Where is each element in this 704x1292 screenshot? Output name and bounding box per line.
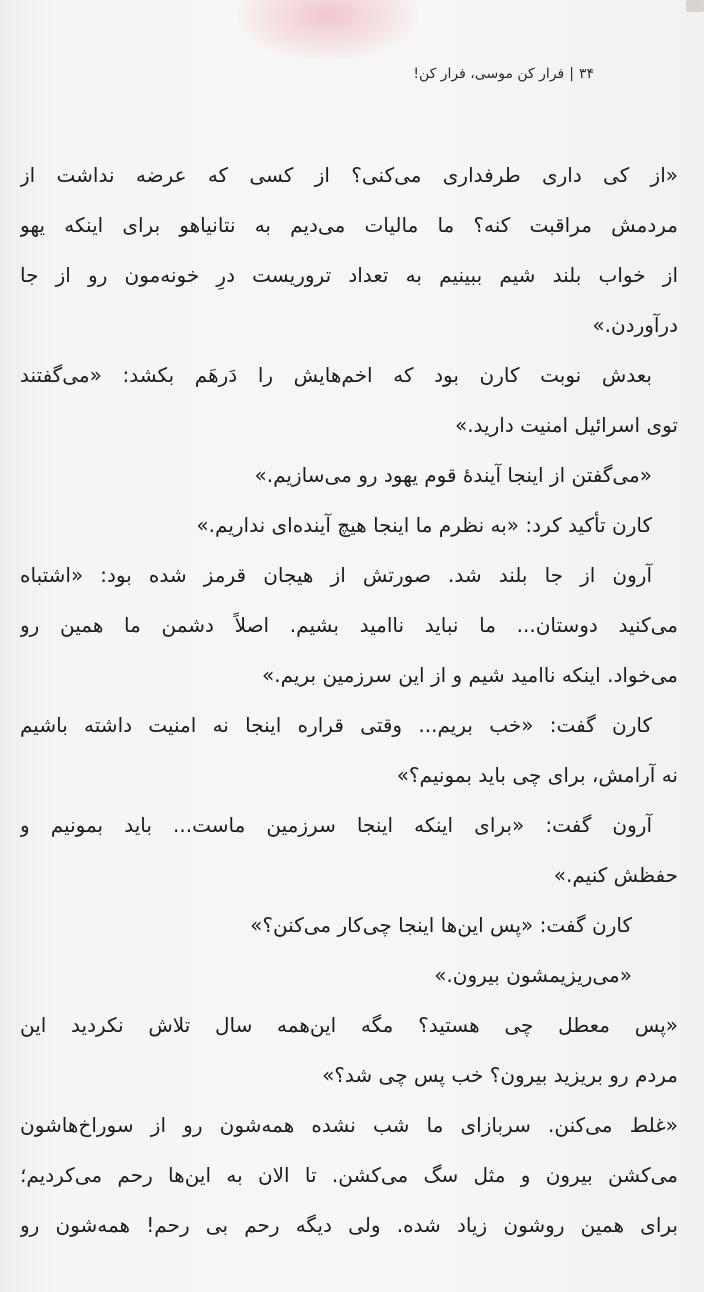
- text-line: کارن گفت: «پس این‌ها اینجا چی‌کار می‌کنن؟»: [250, 913, 632, 937]
- pink-stain: [238, 0, 418, 60]
- text-line: می‌کنید دوستان... ما نباید ناامید بشیم. اصلاً دشمن ما همین رو: [20, 613, 678, 637]
- text-line: آرون گفت: «برای اینکه اینجا سرزمین ماست... باید بمونیم و: [20, 813, 652, 837]
- text-line: از خواب بلند شیم ببینیم به تعداد تروریست درِ خونه‌مون رو از جا: [20, 263, 678, 287]
- text-line: مردم رو بریزید بیرون؟ خب پس چی شد؟»: [322, 1063, 678, 1087]
- text-line: «پس معطل چی هستید؟ مگه این‌همه سال تلاش نکردید این: [20, 1013, 678, 1037]
- text-line: کارن گفت: «خب بریم... وقتی قراره اینجا نه امنیت داشته باشیم: [20, 713, 652, 737]
- text-line: درآوردن.»: [592, 313, 678, 337]
- text-line: می‌کشن بیرون و مثل سگ می‌کشن. تا الان به این‌ها رحم می‌کردیم؛: [20, 1163, 678, 1187]
- text-line: نه آرامش، برای چی باید بمونیم؟»: [396, 763, 678, 787]
- text-line: «از کی داری طرفداری می‌کنی؟ از کسی که عرضه نداشت از: [20, 163, 678, 187]
- text-line: مردمش مراقبت کنه؟ ما مالیات می‌دیم به نتانیاهو برای اینکه یهو: [20, 213, 678, 237]
- text-line: می‌خواد. اینکه ناامید شیم و از این سرزمین بریم.»: [262, 663, 678, 687]
- text-line: برای همین روشون زیاد شده. ولی دیگه رحم بی رحم! همه‌شون رو: [20, 1213, 678, 1237]
- header-separator: |: [569, 66, 574, 82]
- body-text: [20, 150, 678, 1250]
- text-line: حفظش کنیم.»: [553, 863, 678, 887]
- page-number: ۳۴: [578, 66, 594, 82]
- text-line: بعدش نوبت کارن بود که اخم‌هایش را دَرهَم بکشد: «می‌گفتند: [20, 363, 652, 387]
- running-header: [413, 66, 594, 82]
- text-line: «می‌ریزیمشون بیرون.»: [434, 963, 632, 987]
- text-line: کارن تأکید کرد: «به نظرم ما اینجا هیچ آینده‌ای نداریم.»: [196, 513, 652, 537]
- text-line: «غلط می‌کنن. سربازای ما شب نشده همه‌شون رو از سوراخ‌هاشون: [20, 1113, 678, 1137]
- text-line: «می‌گفتن از اینجا آیندهٔ قوم یهود رو می‌سازیم.»: [254, 463, 652, 487]
- page-edge-mark: [686, 0, 704, 12]
- text-line: توی اسرائیل امنیت دارید.»: [454, 413, 678, 437]
- text-line: آرون از جا بلند شد. صورتش از هیجان قرمز شده بود: «اشتباه: [20, 563, 652, 587]
- book-title: فرار کن موسی، فرار کن!: [413, 66, 565, 82]
